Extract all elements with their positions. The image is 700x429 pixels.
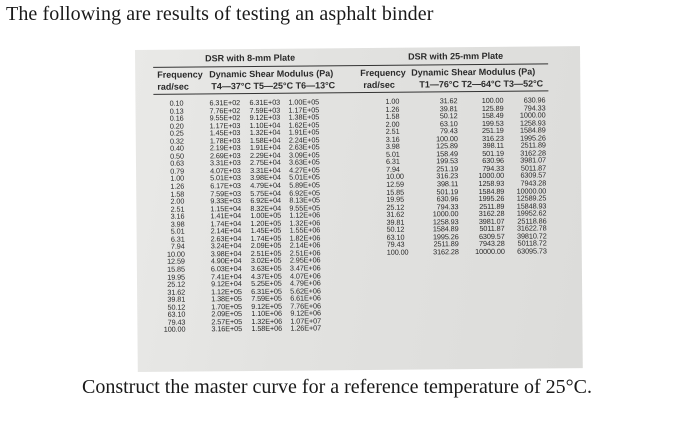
table-cell: 31622.78 [516, 223, 547, 233]
table-cell: 3981.07 [520, 155, 547, 166]
table-cell: 3.16 [170, 211, 185, 221]
table-cell: 100.00 [163, 324, 186, 335]
table-cell: 100.00 [386, 247, 409, 257]
table-cell: 125.89 [436, 141, 458, 151]
table-cell: 1.74E+05 [250, 233, 282, 243]
table-cell: 79.43 [167, 317, 186, 327]
table-cell: 4.27E+05 [289, 165, 320, 175]
dsm-label-25: Dynamic Shear Modulus (Pa) [411, 66, 536, 78]
table-cell: 31.62 [439, 96, 458, 106]
table-cell: 6.31 [385, 157, 400, 167]
table-cell: 3.63E+05 [288, 157, 320, 168]
table-cell: 12589.25 [516, 193, 547, 203]
t1-column [425, 97, 458, 256]
table-cell: 79.43 [439, 126, 458, 136]
table-cell: 2.00 [170, 196, 185, 206]
table-cell: 1.58 [385, 111, 400, 121]
table-cell: 6.31E+05 [251, 286, 282, 296]
table-cell: 4.79E+04 [250, 180, 281, 191]
table-cell: 1584.89 [432, 224, 459, 234]
table-cell: 7.94 [386, 164, 400, 174]
table-cell: 1.91E+04 [249, 143, 281, 153]
table-cell: 9.12E+05 [251, 301, 282, 311]
table-cell: 7943.28 [520, 178, 547, 188]
table-cell: 3.16E+05 [211, 324, 243, 334]
table-cell: 15.85 [386, 187, 405, 197]
table-cell: 501.19 [482, 148, 504, 158]
table-cell: 199.53 [481, 118, 504, 128]
table-cell: 1.45E+03 [209, 128, 241, 138]
table-cell: 0.16 [169, 113, 184, 123]
table-cell: 6.92E+04 [250, 195, 282, 206]
table-cell: 2.09E+05 [211, 309, 243, 319]
table-cell: 3.16 [385, 134, 400, 144]
table-cell: 0.10 [169, 98, 184, 108]
table-cell: 501.19 [436, 186, 459, 196]
table-cell: 25.12 [386, 202, 405, 212]
table-cell: 9.55E+02 [209, 113, 241, 123]
table-cell: 398.11 [436, 179, 459, 189]
table-cell: 6.31E+03 [249, 97, 281, 108]
table-cell: 0.32 [169, 136, 184, 146]
table-cell: 7.94 [170, 241, 185, 252]
table-cell: 6309.57 [478, 231, 505, 241]
table-cell: 6.31 [170, 234, 185, 244]
table-cell: 1.00E+05 [250, 210, 282, 221]
table-cell: 39810.72 [516, 231, 547, 241]
table-cell: 1.32E+06 [251, 316, 283, 326]
table-cell: 50118.72 [517, 238, 547, 249]
table-cell: 1.00E+05 [288, 97, 320, 107]
table-cell: 1.12E+06 [289, 210, 321, 220]
table-cell: 12.59 [167, 257, 185, 267]
table-cell: 1584.89 [478, 186, 505, 196]
table-cell: 2511.89 [520, 140, 546, 150]
table-cell: 50.12 [439, 111, 458, 121]
table-cell: 2.51 [170, 204, 185, 214]
table-cell: 1.41E+04 [210, 211, 242, 221]
table-cell: 1.17E+05 [288, 104, 320, 115]
table-cell: 2.24E+05 [288, 135, 320, 145]
table-cell: 100.00 [481, 95, 504, 105]
table-cell: 1.10E+04 [249, 120, 281, 130]
table-cell: 2.14E+04 [210, 226, 242, 236]
freq8-column [153, 100, 185, 334]
table-cell: 1.20E+05 [250, 218, 282, 228]
table-cell: 7.41E+04 [210, 271, 242, 281]
table-cell: 10.00 [166, 249, 185, 259]
table-cell: 3981.07 [478, 216, 505, 226]
table-cell: 31.62 [386, 209, 405, 220]
table-cell: 2.09E+05 [250, 241, 282, 251]
table-cell: 5.25E+05 [251, 278, 282, 289]
table-cell: 2.51E+05 [250, 248, 282, 258]
table-cell: 2.19E+03 [209, 143, 241, 153]
table-cell: 4.07E+06 [289, 270, 321, 281]
table-cell: 50.12 [386, 224, 405, 235]
table-cell: 1.12E+05 [211, 286, 242, 297]
table-cell: 19952.62 [516, 208, 547, 218]
table-cell: 6.92E+05 [289, 187, 320, 198]
table-cell: 39.81 [439, 103, 458, 113]
table-cell: 1.07E+07 [290, 316, 322, 326]
table-cell: 2.57E+05 [211, 316, 243, 327]
table-cell: 10000.00 [516, 185, 547, 196]
table-cell: 25.12 [167, 279, 186, 289]
table-cell: 6309.57 [520, 170, 547, 181]
table-cell: 3.98E+04 [250, 173, 281, 183]
table-cell: 19.95 [167, 272, 186, 282]
table-cell: 1.58E+06 [251, 324, 283, 334]
table-cell: 2.69E+03 [209, 150, 241, 161]
table-cell: 2.29E+04 [249, 150, 281, 160]
table-cell: 1.78E+03 [209, 135, 241, 146]
plate8-title: DSR with 8-mm Plate [205, 52, 296, 64]
table-cell: 2.63E+04 [210, 233, 242, 244]
table-cell: 1.32E+06 [289, 218, 321, 228]
table-cell: 2.95E+06 [289, 255, 321, 266]
table-cell: 2511.89 [433, 239, 459, 249]
table-cell: 7.59E+03 [210, 188, 241, 198]
table-cell: 7.59E+05 [251, 293, 282, 304]
problem-heading: The following are results of testing an asphalt binder [6, 3, 434, 25]
table-cell: 3162.28 [478, 208, 505, 219]
freq-label-8: Frequency [157, 69, 203, 80]
table-cell: 8.32E+04 [250, 203, 282, 213]
table-cell: 100.00 [436, 133, 458, 144]
table-cell: 794.33 [523, 102, 546, 113]
table-cell: 158.49 [436, 149, 458, 159]
table-cell: 6.17E+03 [210, 181, 241, 191]
table-cell: 9.33E+03 [210, 196, 242, 206]
table-cell: 1258.93 [432, 216, 459, 227]
table-cell: 125.89 [481, 103, 504, 113]
table-cell: 1.26 [385, 104, 400, 114]
table-cell: 316.23 [436, 171, 459, 181]
table-cell: 251.19 [481, 125, 504, 136]
table-cell: 9.12E+04 [211, 279, 242, 289]
table-cell: 4.90E+04 [210, 256, 242, 266]
table-cell: 2.51E+06 [289, 248, 321, 258]
table-cell: 3.31E+03 [209, 158, 241, 168]
t6-column [288, 98, 321, 332]
table-cell: 3.98 [170, 219, 185, 229]
table-cell: 6.31E+02 [209, 98, 241, 108]
table-cell: 1995.26 [478, 193, 505, 204]
table-cell: 5.75E+04 [250, 188, 281, 198]
table-cell: 630.96 [482, 156, 505, 166]
table-cell: 15848.93 [516, 201, 547, 211]
table-cell: 1.91E+05 [288, 127, 320, 137]
table-cell: 7.76E+06 [290, 301, 321, 311]
table-cell: 2.75E+04 [249, 158, 281, 168]
table-cell: 251.19 [436, 164, 459, 174]
table-cell: 0.63 [170, 158, 185, 169]
table-cell: 1.38E+05 [211, 294, 242, 304]
table-cell: 1995.26 [432, 232, 459, 242]
table-cell: 5011.87 [520, 163, 547, 173]
table-cell: 6.03E+04 [210, 264, 242, 274]
table-cell: 1.26E+07 [290, 323, 322, 334]
unit-label-8: rad/sec [157, 81, 189, 92]
table-cell: 1.10E+06 [251, 309, 283, 319]
table-cell: 3.31E+04 [250, 165, 281, 175]
table-cell: 0.79 [170, 166, 185, 176]
table-cell: 7.76E+02 [209, 105, 241, 115]
table-cell: 1258.93 [478, 178, 505, 189]
table-cell: 1.32E+04 [249, 127, 281, 138]
table-cell: 15.85 [167, 264, 185, 274]
table-cell: 2511.89 [479, 201, 505, 211]
t5-column [249, 99, 282, 333]
unit-label-25: rad/sec [363, 79, 395, 91]
table-cell: 1.26 [170, 181, 185, 191]
table-cell: 3.63E+05 [250, 263, 282, 274]
table-cell: 3162.28 [520, 148, 546, 158]
table-cell: 1258.93 [519, 118, 546, 128]
table-cell: 79.43 [386, 240, 405, 250]
table-cell: 7.59E+03 [249, 105, 281, 115]
table-cell: 398.11 [482, 141, 504, 151]
dsm-label-8: Dynamic Shear Modulus (Pa) [209, 68, 334, 80]
table-cell: 1000.00 [519, 110, 546, 120]
table-cell: 2.14E+06 [289, 240, 321, 251]
table-cell: 2.00 [385, 119, 400, 129]
table-cell: 3.98E+04 [210, 249, 242, 259]
table-cell: 4.07E+03 [210, 166, 241, 176]
table-cell: 1.62E+05 [288, 120, 320, 130]
table-cell: 63095.73 [517, 246, 547, 256]
table-cell: 2.51 [385, 126, 400, 137]
table-cell: 1.00 [170, 174, 185, 184]
table-cell: 0.13 [169, 106, 184, 116]
table-cell: 0.50 [170, 151, 184, 161]
table-cell: 3.09E+05 [288, 150, 320, 160]
freq25-column [385, 98, 408, 257]
data-table-sheet [135, 46, 583, 372]
table-cell: 9.55E+05 [289, 203, 321, 213]
table-cell: 7943.28 [478, 239, 505, 249]
table-cell: 1.17E+03 [209, 120, 241, 130]
table-cell: 10000.00 [475, 246, 505, 256]
table-cell: 5.01E+03 [210, 173, 241, 183]
table-cell: 1.00 [385, 96, 400, 106]
table-cell: 0.25 [169, 128, 184, 138]
t2-column [467, 97, 504, 256]
table-cell: 3162.28 [433, 247, 459, 257]
table-cell: 1.45E+05 [250, 226, 282, 236]
t3-column [507, 96, 546, 255]
table-cell: 0.40 [170, 143, 184, 153]
table-cell: 8.13E+05 [289, 195, 321, 205]
table-cell: 1000.00 [478, 171, 505, 181]
table-cell: 5.01 [170, 226, 185, 236]
table-cell: 1000.00 [432, 209, 459, 219]
table-cell: 158.49 [481, 110, 504, 121]
table-cell: 63.10 [386, 232, 405, 242]
table-cell: 1584.89 [519, 125, 546, 135]
table-cell: 316.23 [482, 133, 504, 143]
table-cell: 1995.26 [520, 133, 546, 143]
table-cell: 1.70E+05 [211, 301, 242, 312]
table-cell: 31.62 [167, 287, 186, 297]
table-cell: 1.82E+06 [289, 233, 321, 243]
table-cell: 1.58 [170, 189, 185, 199]
table-cell: 2.63E+05 [288, 142, 320, 152]
table-cell: 5.01E+05 [289, 172, 320, 183]
table-cell: 1.38E+05 [288, 112, 320, 122]
table-cell: 4.79E+06 [290, 278, 321, 288]
problem-instruction: Construct the master curve for a reference temperature of 25°C. [82, 376, 592, 398]
table-cell: 5.62E+06 [290, 286, 321, 296]
table-cell: 794.33 [482, 163, 505, 173]
table-cell: 9.12E+06 [290, 308, 321, 318]
table-cell: 3.98 [385, 141, 400, 152]
table-cell: 9.12E+03 [249, 112, 281, 123]
freq-label-25: Frequency [360, 67, 406, 79]
table-cell: 5011.87 [479, 224, 505, 234]
temps-header-25: T1—76°C T2—64°C T3—52°C [419, 78, 544, 90]
table-cell: 3.24E+04 [210, 241, 242, 251]
table-cell: 19.95 [386, 194, 405, 204]
table-cell: 39.81 [167, 294, 186, 304]
table-cell: 1.58E+04 [249, 135, 281, 145]
table-cell: 25118.86 [517, 216, 547, 226]
table-cell: 5.01 [385, 149, 400, 159]
table-cell: 5.89E+05 [289, 180, 320, 190]
table-cell: 6.61E+06 [290, 293, 321, 303]
table-cell: 50.12 [167, 302, 186, 312]
table-cell: 63.10 [439, 118, 458, 128]
table-cell: 3.02E+05 [250, 256, 282, 266]
table-cell: 0.20 [169, 121, 184, 131]
table-cell: 199.53 [436, 156, 459, 166]
table-cell: 4.37E+05 [250, 271, 282, 281]
table-cell: 630.96 [436, 194, 459, 204]
table-cell: 794.33 [436, 201, 459, 212]
plate25-title: DSR with 25-mm Plate [408, 50, 504, 62]
table-cell: 12.59 [386, 179, 404, 189]
temps-header-8: T4—37°C T5—25°C T6—13°C [211, 80, 336, 92]
table-cell: 1.55E+06 [289, 225, 321, 235]
table-cell: 39.81 [386, 217, 405, 227]
table-cell: 63.10 [167, 309, 186, 320]
t4-column [209, 99, 242, 333]
table-cell: 630.96 [523, 95, 546, 105]
table-cell: 1.74E+04 [210, 218, 242, 229]
table-cell: 3.47E+06 [289, 263, 321, 273]
table-cell: 10.00 [386, 172, 404, 182]
table-cell: 1.15E+04 [210, 203, 242, 214]
